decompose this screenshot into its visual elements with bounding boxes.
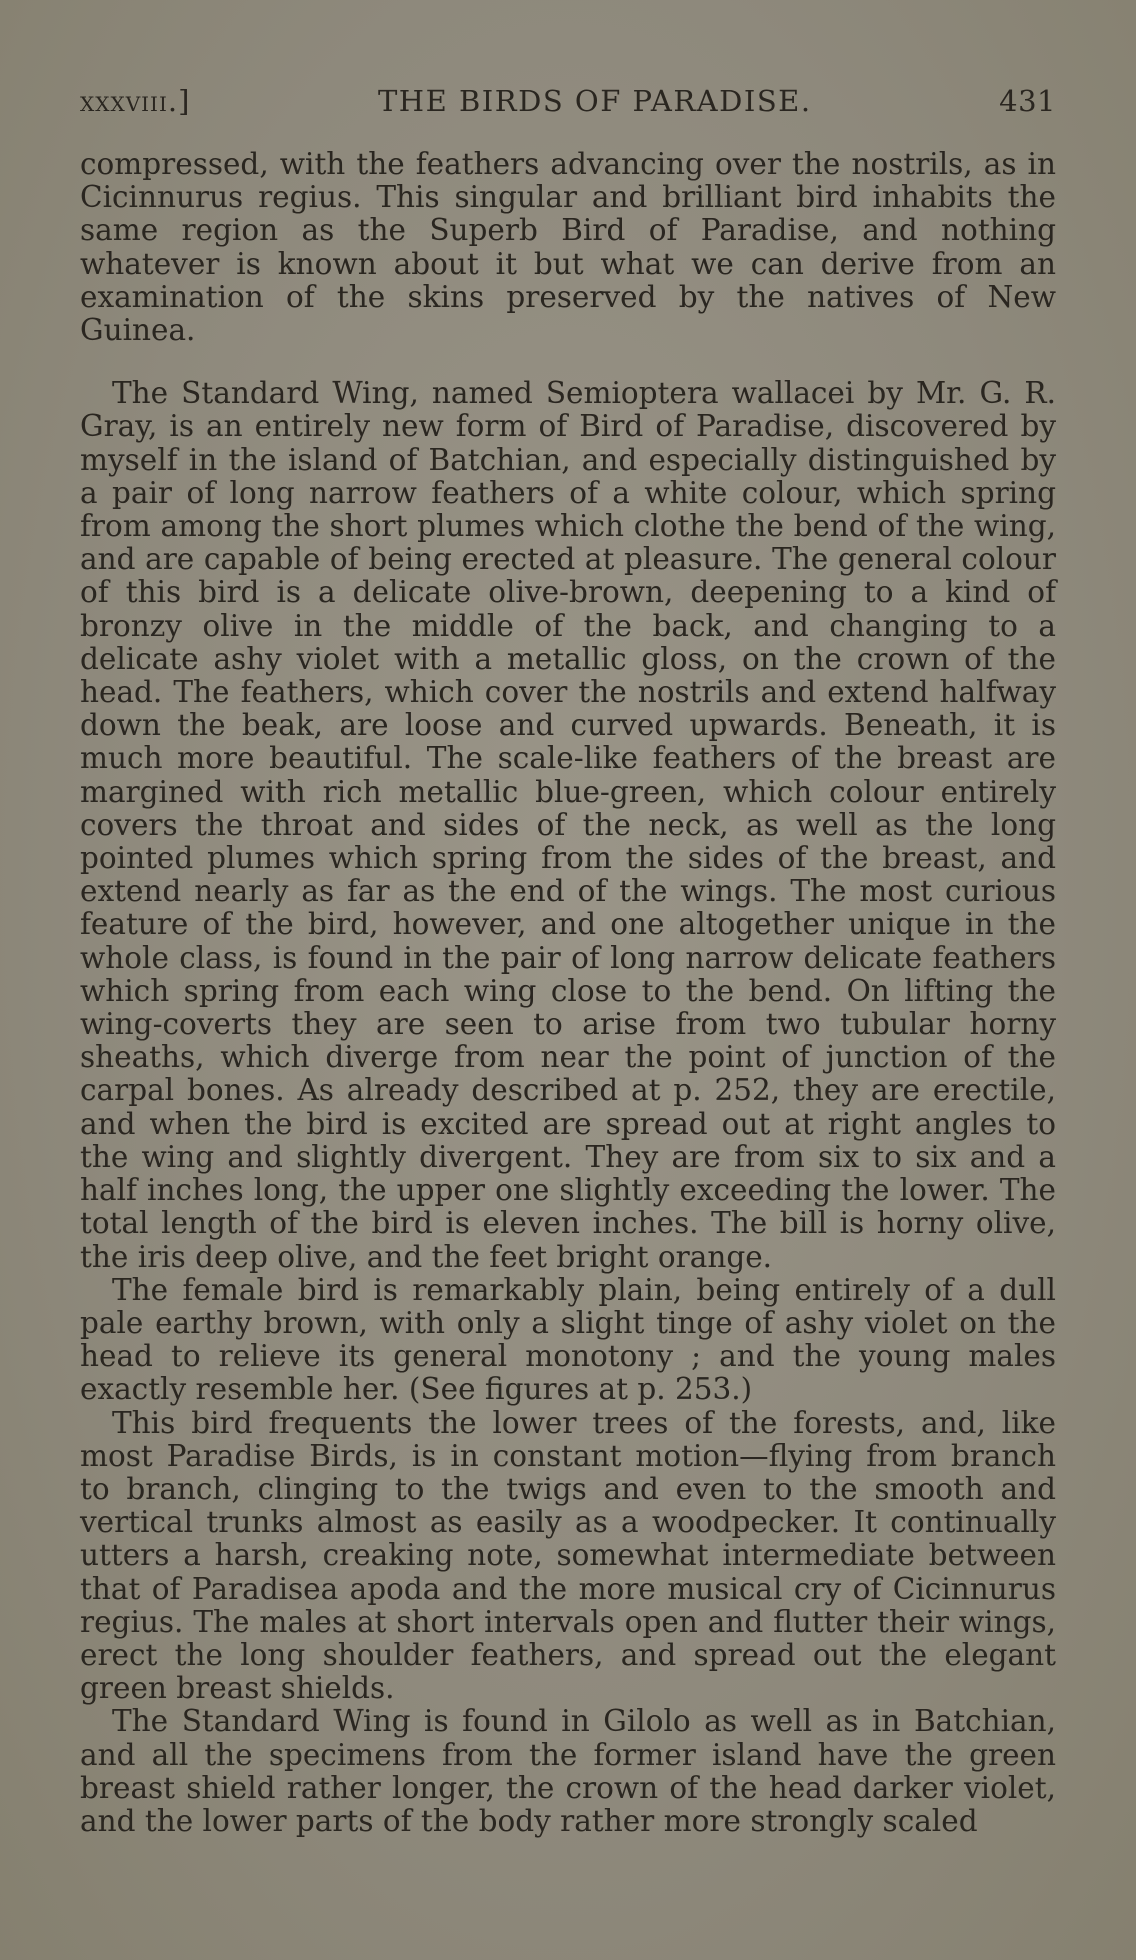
paragraph-behaviour: This bird frequents the lower trees of the forests, and, like most Paradise Birds, is in constant motion—flying from branch to branch, clinging to the twigs and even to the smooth and vertical trunks almost as easily as a woodpecker. It continually utters a harsh, creaking note, somewhat intermediate between that of Paradisea apoda and the more musical cry of Cicinnurus regius. The males at short intervals open and flutter their wings, erect the long shoulder feathers, and spread out the elegant green breast shields.: [80, 1405, 1056, 1706]
paragraph-standard-wing: The Standard Wing, named Semioptera wallacei by Mr. G. R. Gray, is an entirely new form of Bird of Paradise, discovered by myself in the island of Batchian, and especially distinguished by a pair of long narrow feathers of a white colour, which spring from among the short plumes which clothe the bend of the wing, and are capable of being erected at pleasure. The general colour of this bird is a delicate olive-brown, deepening to a kind of bronzy olive in the middle of the back, and changing to a delicate ashy violet with a metallic gloss, on the crown of the head. The feathers, which cover the nostrils and extend halfway down the beak, are loose and curved upwards. Beneath, it is much more beautiful. The scale-like feathers of the breast are margined with rich metallic blue-green, which colour entirely covers the throat and sides of the neck, as well as the long pointed plumes which spring from the sides of the breast, and extend nearly as far as the end of the wings. The most curious feature of the bird, however, and one altogether unique in the whole class, is found in the pair of long narrow delicate feathers which spring from each wing close to the bend. On lifting the wing-coverts they are seen to arise from two tubular horny sheaths, which diverge from near the point of junction of the carpal bones. As already described at p. 252, they are erectile, and when the bird is excited are spread out at right angles to the wing and slightly divergent. They are from six to six and a half inches long, the upper one slightly exceeding the lower. The total length of the bird is eleven inches. The bill is horny olive, the iris deep olive, and the feet bright orange.: [80, 376, 1056, 1274]
paragraph-female: The female bird is remarkably plain, being entirely of a dull pale earthy brown, with only a slight tinge of ashy violet on the head to relieve its general monotony ; and the young males exactly resemble her. (See figures at p. 253.): [80, 1272, 1056, 1407]
paragraph-continuation: compressed, with the feathers advancing over the nostrils, as in Cicinnurus regius. This singular and brilliant bird inhabits the same region as the Superb Bird of Paradise, and nothing whatever is known about it but what we can derive from an examination of the skins preserved by the natives of New Guinea.: [80, 147, 1056, 348]
page-number: 431: [999, 84, 1056, 118]
text-block: [80, 84, 1056, 1838]
paragraph-gap: [80, 347, 1056, 377]
page-title: THE BIRDS OF PARADISE.: [377, 84, 812, 118]
paragraph-distribution: The Standard Wing is found in Gilolo as well as in Batchian, and all the specimens from the former island have the green breast shield rather longer, the crown of the head darker violet, and the lower parts of the body rather more strongly scaled: [80, 1704, 1056, 1838]
chapter-number: xxxviii.]: [80, 84, 191, 118]
running-header: [80, 84, 1056, 118]
